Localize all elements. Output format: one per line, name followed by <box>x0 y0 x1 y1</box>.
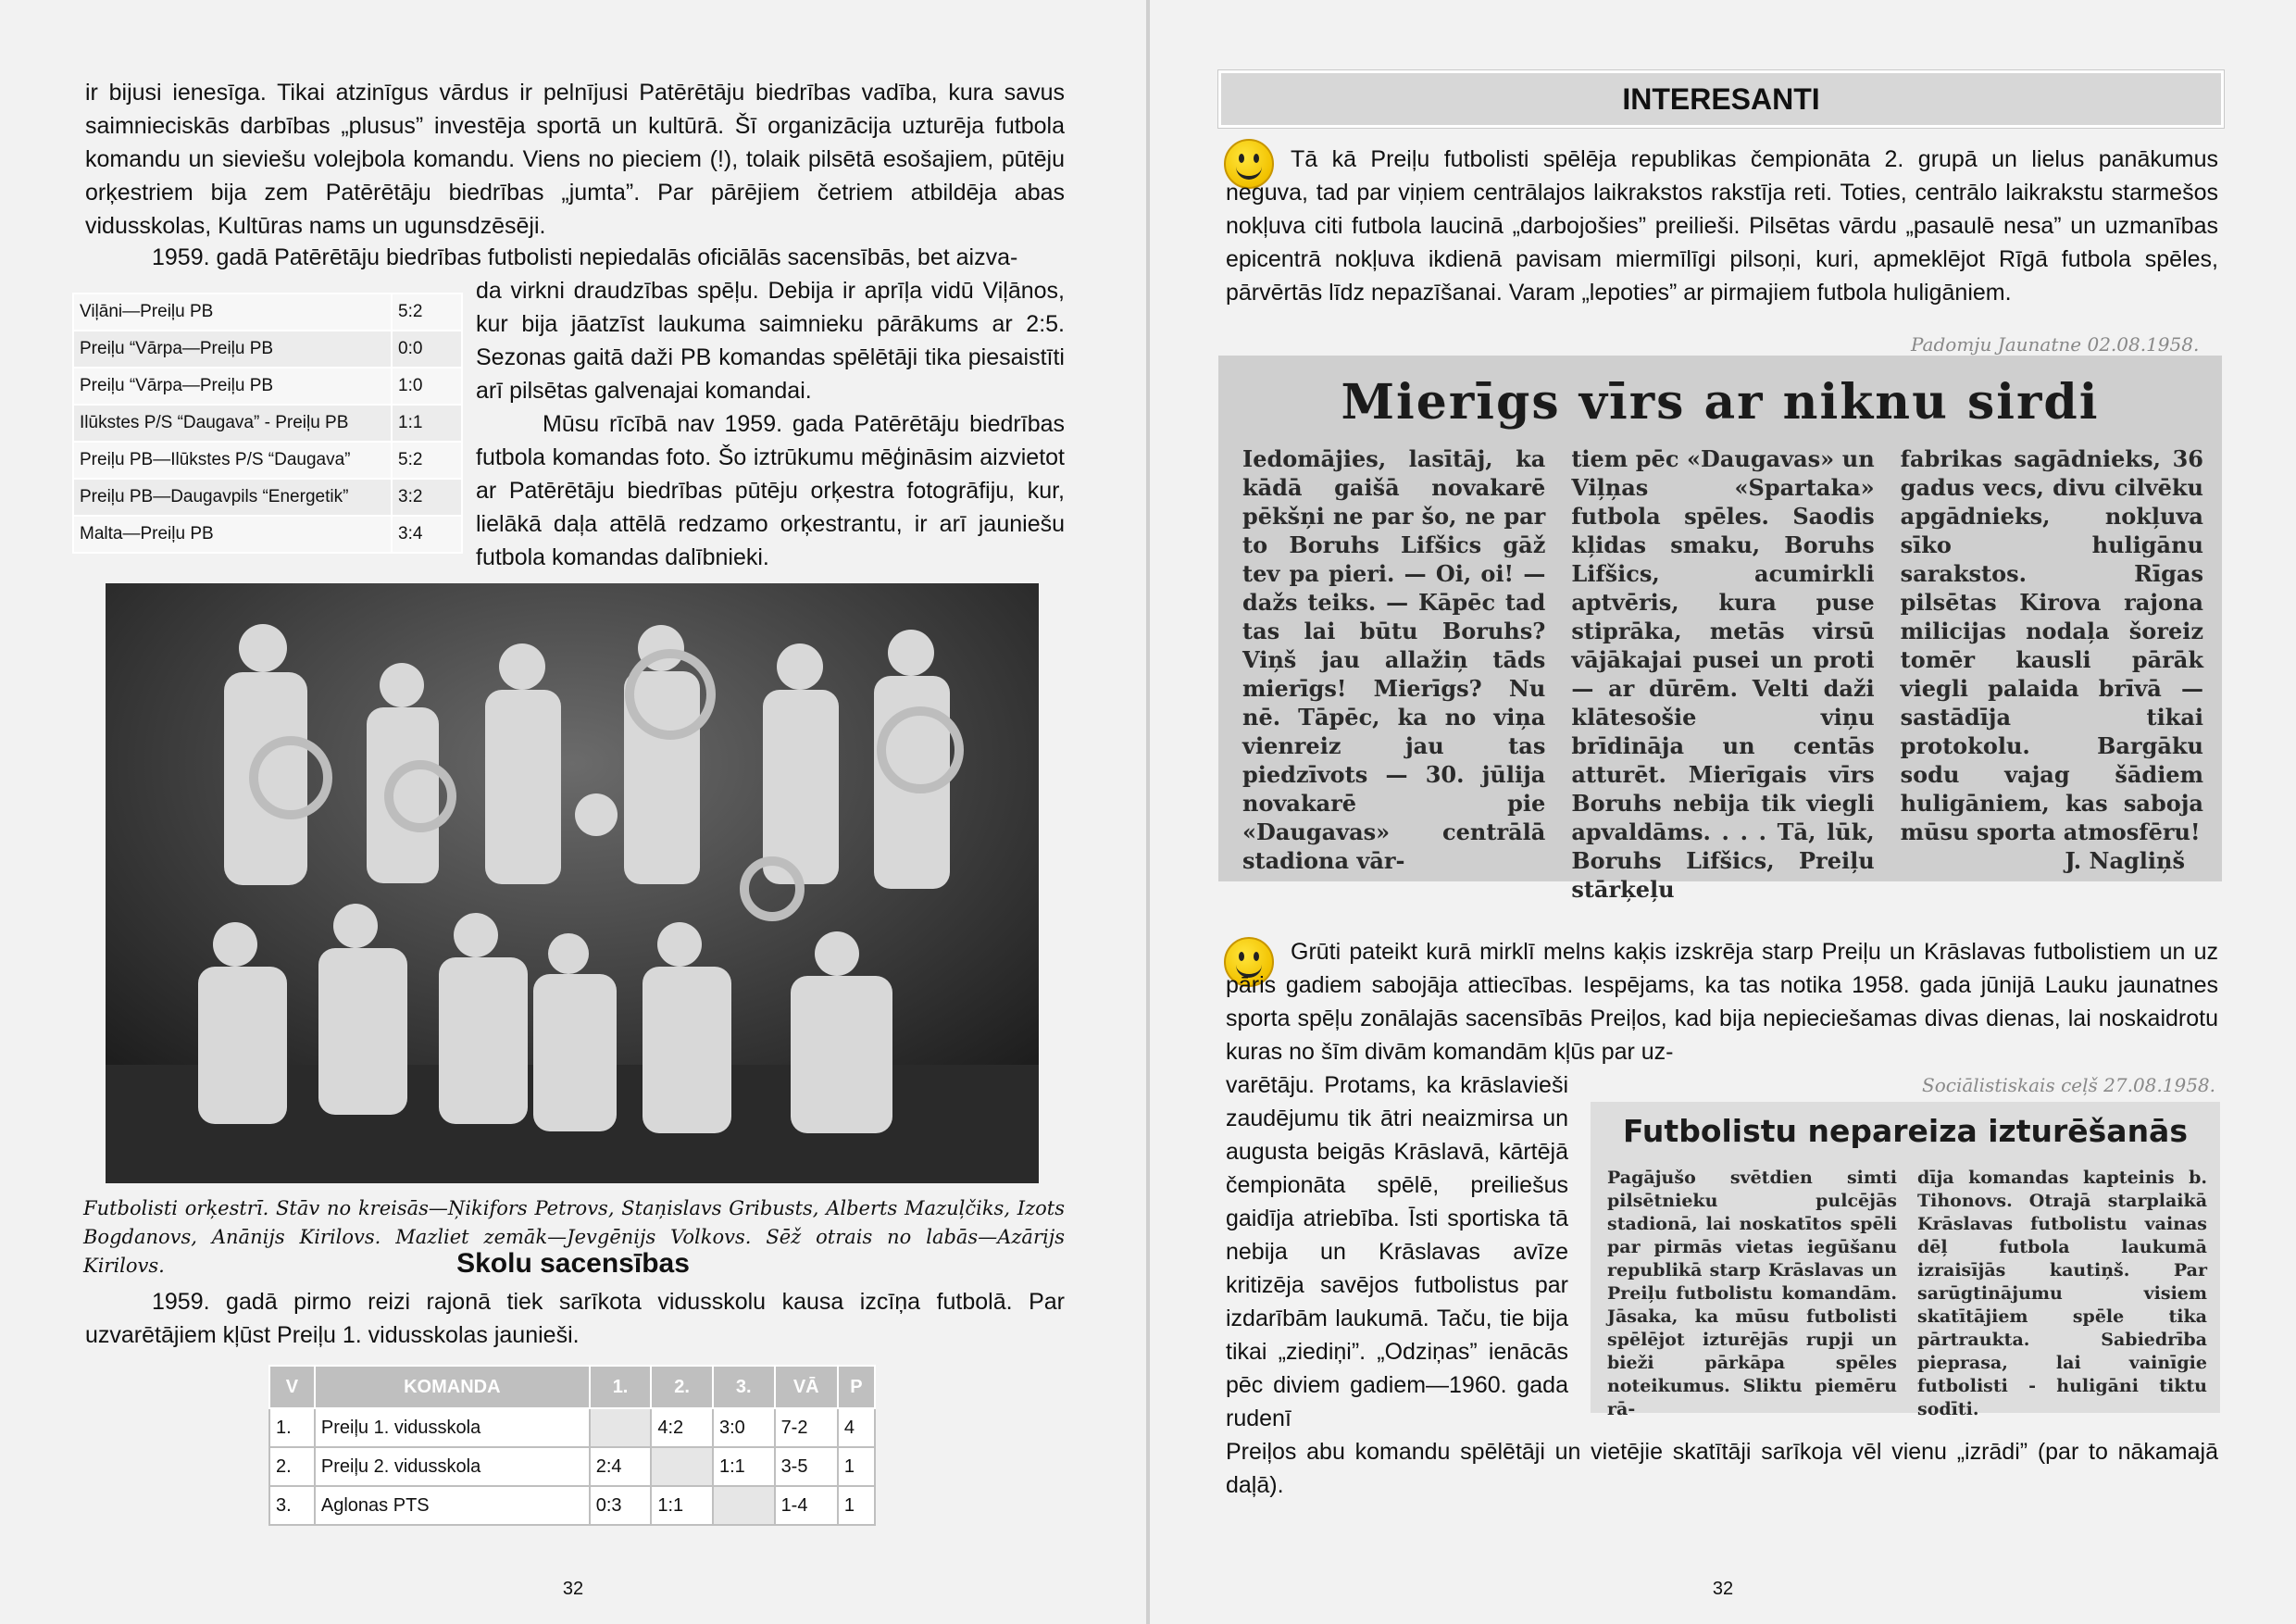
right-page <box>1150 0 2296 1624</box>
school-table-cell: Preiļu 1. vidusskola <box>315 1408 590 1447</box>
school-table-cell: 0:3 <box>590 1486 652 1525</box>
school-table-cell <box>651 1447 713 1486</box>
clipping-2-column: dīja komandas kapteinis b. Tihonovs. Otrajā starplaikā Krāslavas futbolistu vainas dēļ futbola laukumā izraisījās kautiņš. Par sarūgtinājumu visiem skatītājiem spēle tika pārtraukta. Sabiedrība pieprasa, lai vainīgie futbolisti - huligāni tiktu sodīti. <box>1917 1168 2207 1419</box>
match-row <box>73 294 462 331</box>
school-table-header-cell: VĀ <box>775 1366 838 1408</box>
match-score: 3:2 <box>392 479 462 516</box>
kraslava-paragraph-end: Preiļos abu komandu spēlētāji un vietējie skatītāji sarīkoja vēl vienu „izrādi” (par to nākamajā daļā). <box>1226 1439 2218 1498</box>
school-table-cell: 3:0 <box>713 1408 775 1447</box>
match-score: 1:0 <box>392 368 462 405</box>
match-teams: Preiļu “Vārpa—Preiļu PB <box>73 331 392 368</box>
school-table-cell: 1:1 <box>713 1447 775 1486</box>
school-table-cell: 1 <box>838 1447 875 1486</box>
match-teams: Preiļu PB—Daugavpils “Energetik” <box>73 479 392 516</box>
clipping-1-column-3-text: fabrikas sagādnieks, 36 gadus vecs, divu cilvēku apgādnieks, nokļuva sīko huligānu sarakstos. Rīgas pilsētas Kirova rajona milicijas nodaļa šoreiz tomēr kausli pārāk viegli palaida brīvā — sastādīja tikai protokolu. Bargāku sodu vajag šādiem huligāniem, kas saboja mūsu sporta atmosfēru! <box>1900 445 2203 845</box>
clipping-2-title: Futbolistu nepareiza izturēšanās <box>1623 1113 2188 1149</box>
rivalry-paragraph: Grūti pateikt kurā mirklī melns kaķis izskrēja starp Preiļu un Krāslavas futbolistiem un uz pāris gadiem sabojāja attiecības. Iespējams, ka tas notika 1958. gada jūnijā Lauku jaunatnes sporta spēļu zonālajās sacensībās Preiļos, kad bija nepieciešamas divas dienas, lai noskaidrotu kuras no šīm divām komandām kļūs par uz- <box>1226 939 2218 1065</box>
match-row <box>73 405 462 442</box>
school-table-cell: 3. <box>269 1486 315 1525</box>
source-label-1: Padomju Jaunatne 02.08.1958. <box>1911 333 2200 356</box>
school-table-header-cell: 3. <box>713 1366 775 1408</box>
kraslava-text: varētāju. Protams, ka krāslavieši zaudējumu tik ātri neaizmirsa un augusta beigās Krāslavā, kārtējā čempionāta spēlē, preiliešus gaidīja atriebība. Īsti sportiska tā nebija un Krāslavas avīze kritizēja savējos futbolistus par izdarībām laukumā. Taču, tie bija tikai „ziediņi”. „Odziņas” ienācās pēc diviem gadiem—1960. gada rudenī <box>1226 1072 1568 1431</box>
school-table-row <box>269 1486 875 1525</box>
school-table-header-cell: 1. <box>590 1366 652 1408</box>
school-table-cell: 1-4 <box>775 1486 838 1525</box>
clipping-1-title: Mierīgs vīrs ar niknu sirdi <box>1341 374 2100 431</box>
match-row <box>73 331 462 368</box>
match-teams: Viļāni—Preiļu PB <box>73 294 392 331</box>
school-table-cell: 1. <box>269 1408 315 1447</box>
school-table-header-cell: V <box>269 1366 315 1408</box>
school-table-cell: 1:1 <box>651 1486 713 1525</box>
clipping-1-columns <box>1242 444 2203 904</box>
match-teams: Malta—Preiļu PB <box>73 516 392 553</box>
clipping-2-columns <box>1607 1167 2207 1421</box>
friendly-games-paragraph: da virkni draudzības spēļu. Debija ir aprīļa vidū Viļānos, kur bija jāatzīst laukuma saimnieku pārākums ar 2:5. Sezonas gaitā daži PB komandas spēlētāji tika piesaistīti arī pilsētas galvenajai komandai. <box>476 278 1065 404</box>
school-table-cell: Aglonas PTS <box>315 1486 590 1525</box>
page-number-right: 32 <box>1712 1579 1734 1599</box>
interesanti-box-title: INTERESANTI <box>1218 70 2224 128</box>
match-teams: Preiļu “Vārpa—Preiļu PB <box>73 368 392 405</box>
match-score: 1:1 <box>392 405 462 442</box>
photo-caption: Futbolisti orķestrī. Stāv no kreisās—Ņikifors Petrovs, Staņislavs Gribusts, Alberts Mazuļčiks, Izots Bogdanovs, Anānijs Kirilovs. Mazliet zemāk—Jevgēnijs Volkovs. Sēž otrais no labās—Azārijs Kirilovs. <box>83 1197 1065 1277</box>
school-cup-paragraph: 1959. gadā pirmo reizi rajonā tiek sarīkota vidusskolu kausa izcīņa futbolā. Par uzvarētājiem kļūst Preiļu 1. vidusskolas jaunieši. <box>85 1289 1065 1348</box>
school-table-cell: 2. <box>269 1447 315 1486</box>
source-label-2: Sociālistiskais ceļš 27.08.1958. <box>1922 1074 2216 1096</box>
match-score: 0:0 <box>392 331 462 368</box>
school-table-header <box>269 1366 875 1408</box>
newspaper-clipping-1 <box>1218 356 2222 903</box>
page-number-left: 32 <box>562 1579 584 1599</box>
school-table-cell <box>590 1408 652 1447</box>
school-table-cell: 4 <box>838 1408 875 1447</box>
clipping-1-column <box>1901 444 2203 904</box>
school-table-cell: 7-2 <box>775 1408 838 1447</box>
school-table-header-cell: KOMANDA <box>315 1366 590 1408</box>
friendly-games-text: 1959. gadā Patērētāju biedrības futbolisti nepiedalās oficiālās sacensībās, bet aizva- <box>152 244 1018 270</box>
matches-table <box>72 293 463 554</box>
clipping-1-signature: J. Nagliņš <box>2065 847 2185 874</box>
left-page <box>0 0 1146 1624</box>
match-row <box>73 442 462 479</box>
match-score: 5:2 <box>392 294 462 331</box>
match-score: 5:2 <box>392 442 462 479</box>
match-row <box>73 368 462 405</box>
match-teams: Ilūkstes P/S “Daugava” - Preiļu PB <box>73 405 392 442</box>
band-photo-illustration <box>106 583 1039 1183</box>
school-table-header-cell: P <box>838 1366 875 1408</box>
school-table-cell: 2:4 <box>590 1447 652 1486</box>
school-table-row <box>269 1408 875 1447</box>
photo-intro-paragraph: Mūsu rīcībā nav 1959. gada Patērētāju biedrības futbola komandas foto. Šo iztrūkumu mēģināsim aizvietot ar Patērētāju biedrības pūtēju orķestra fotogrāfiju, kur, lielākā daļa attēlā redzamo orķestrantu, ir arī jauniešu futbola komandas dalībnieki. <box>476 411 1065 570</box>
section-heading: Skolu sacensības <box>456 1248 690 1279</box>
clipping-1-column: Iedomājies, lasītāj, ka kādā gaišā novakarē pēkšņi ne par šo, ne par to Boruhs Lifšics gāž tev pa pieri. — Oi, oi! — dažs teiks. — Kāpēc tad tas lai būtu Boruhs? Viņš jau allažiņ tāds mierīgs! Mierīgs? Nu nē. Tāpēc, ka no viņa vienreiz jau tas piedzīvots — 30. jūlija novakarē pie «Daugavas» centrālā stadiona vār- <box>1242 445 1546 874</box>
school-table-row <box>269 1447 875 1486</box>
school-table-cell <box>713 1486 775 1525</box>
school-table-header-cell: 2. <box>651 1366 713 1408</box>
intro-paragraph: ir bijusi ienesīga. Tikai atzinīgus vārdus ir pelnījusi Patērētāju biedrības vadība, kura savus saimnieciskās darbības „plusus” investēja sportā un kultūrā. Šī organizācija uzturēja futbola komandu un sieviešu volejbola komandu. Viens no pieciem (!), tolaik pilsētā esošajiem, pūtēju orķestriem bija zem Patērētāju biedrības „jumta”. Par pārējiem četriem atbildēja abas vidusskolas, Kultūras nams un ugunsdzēsēji. <box>85 80 1065 239</box>
kraslava-paragraph <box>1226 1068 1568 1435</box>
school-table-cell: Preiļu 2. vidusskola <box>315 1447 590 1486</box>
school-table-cell: 4:2 <box>651 1408 713 1447</box>
band-photo <box>106 583 1039 1183</box>
school-table <box>268 1365 876 1526</box>
match-score: 3:4 <box>392 516 462 553</box>
clipping-1-column: tiem pēc «Daugavas» un Viļņas «Spartaka» futbola spēles. Saodis kļidas smaku, Boruhs Lifšics, acumirkli aptvēris, kura puse stiprāka, metās virsū vājākajai pusei un proti — ar dūrēm. Velti daži klātesošie viņu brīdināja un centās atturēt. Mierīgais vīrs Boruhs nebija tik viegli apvaldāms. . . . Tā, lūk, Boruhs Lifšics, Preiļu stārķeļu <box>1571 445 1875 903</box>
school-table-cell: 3-5 <box>775 1447 838 1486</box>
newspaper-clipping-2 <box>1591 1102 2220 1419</box>
match-row <box>73 516 462 553</box>
clipping-2-column: Pagājušo svētdien simti pilsētnieku pulcējās stadionā, lai noskatītos spēli par pirmās vietas iegūšanu republikā starp Krāslavas un Preiļu futbolistu komandām. Jāsaka, ka mūsu futbolisti spēlējot izturējās rupji un bieži pārkāpa spēles noteikumus. Sliktu piemēru rā- <box>1607 1168 1897 1419</box>
match-teams: Preiļu PB—Ilūkstes P/S “Daugava” <box>73 442 392 479</box>
school-table-cell: 1 <box>838 1486 875 1525</box>
match-row <box>73 479 462 516</box>
hooligans-paragraph: Tā kā Preiļu futbolisti spēlēja republikas čempionāta 2. grupā un lielus panākumus neguva, tad par viņiem centrālajos laikrakstos rakstīja reti. Toties, centrālo laikrakstu starmešos nokļuva citi futbola laucinā „darbojošies” preilieši. Pilsētas vārdu „pasaulē nesa” un uzmanības epicentrā nokļuva ikdienā pavisam miermīlīgi pilsoņi, kuri, apmeklējot Rīgā futbola spēles, pārvērtās līdz nepazīšanai. Varam „lepoties” ar pirmajiem futbola huligāniem. <box>1226 146 2218 306</box>
